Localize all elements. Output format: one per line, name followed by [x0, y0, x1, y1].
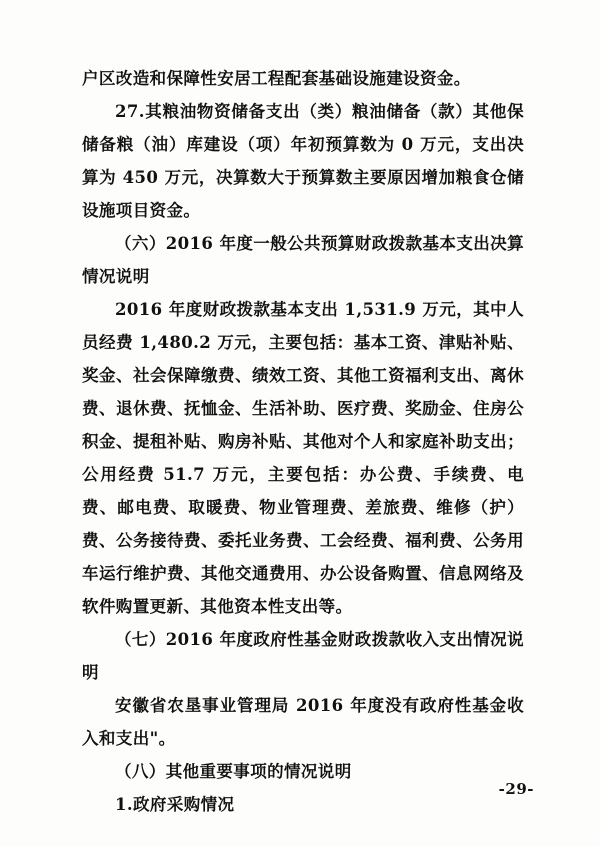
page-number: -29-: [498, 780, 534, 798]
section-heading: （六）2016 年度一般公共预算财政拨款基本支出决算情况说明: [82, 234, 524, 286]
paragraph: 户区改造和保障性安居工程配套基础设施建设资金。: [82, 69, 471, 88]
document-body: [82, 62, 524, 821]
section-heading: （八）其他重要事项的情况说明: [115, 762, 352, 781]
paragraph: 安徽省农垦事业管理局 2016 年度没有政府性基金收入和支出"。: [82, 696, 524, 748]
section-heading: （七）2016 年度政府性基金财政拨款收入支出情况说明: [82, 630, 524, 682]
paragraph: 27.其粮油物资储备支出（类）粮油储备（款）其他保储备粮（油）库建设（项）年初预算数为 0 万元，支出决算为 450 万元，决算数大于预算数主要原因增加粮食仓储设施项目资金。: [82, 102, 524, 220]
paragraph: 1.政府采购情况: [115, 795, 235, 814]
paragraph: 2016 年度财政拨款基本支出 1,531.9 万元，其中人员经费 1,480.2 万元，主要包括：基本工资、津贴补贴、奖金、社会保障缴费、绩效工资、其他工资福利支出、离休费、退休费、抚恤金、生活补助、医疗费、奖励金、住房公积金、提租补贴、购房补贴、其他对个人和家庭补助支出；公用经费 51.7 万元，主要包括：办公费、手续费、电费、邮电费、取暖费、物业管理费、差旅费、维修（护）费、公务接待费、委托业务费、工会经费、福利费、公务用车运行维护费、其他交通费用、办公设备购置、信息网络及软件购置更新、其他资本性支出等。: [82, 300, 524, 616]
